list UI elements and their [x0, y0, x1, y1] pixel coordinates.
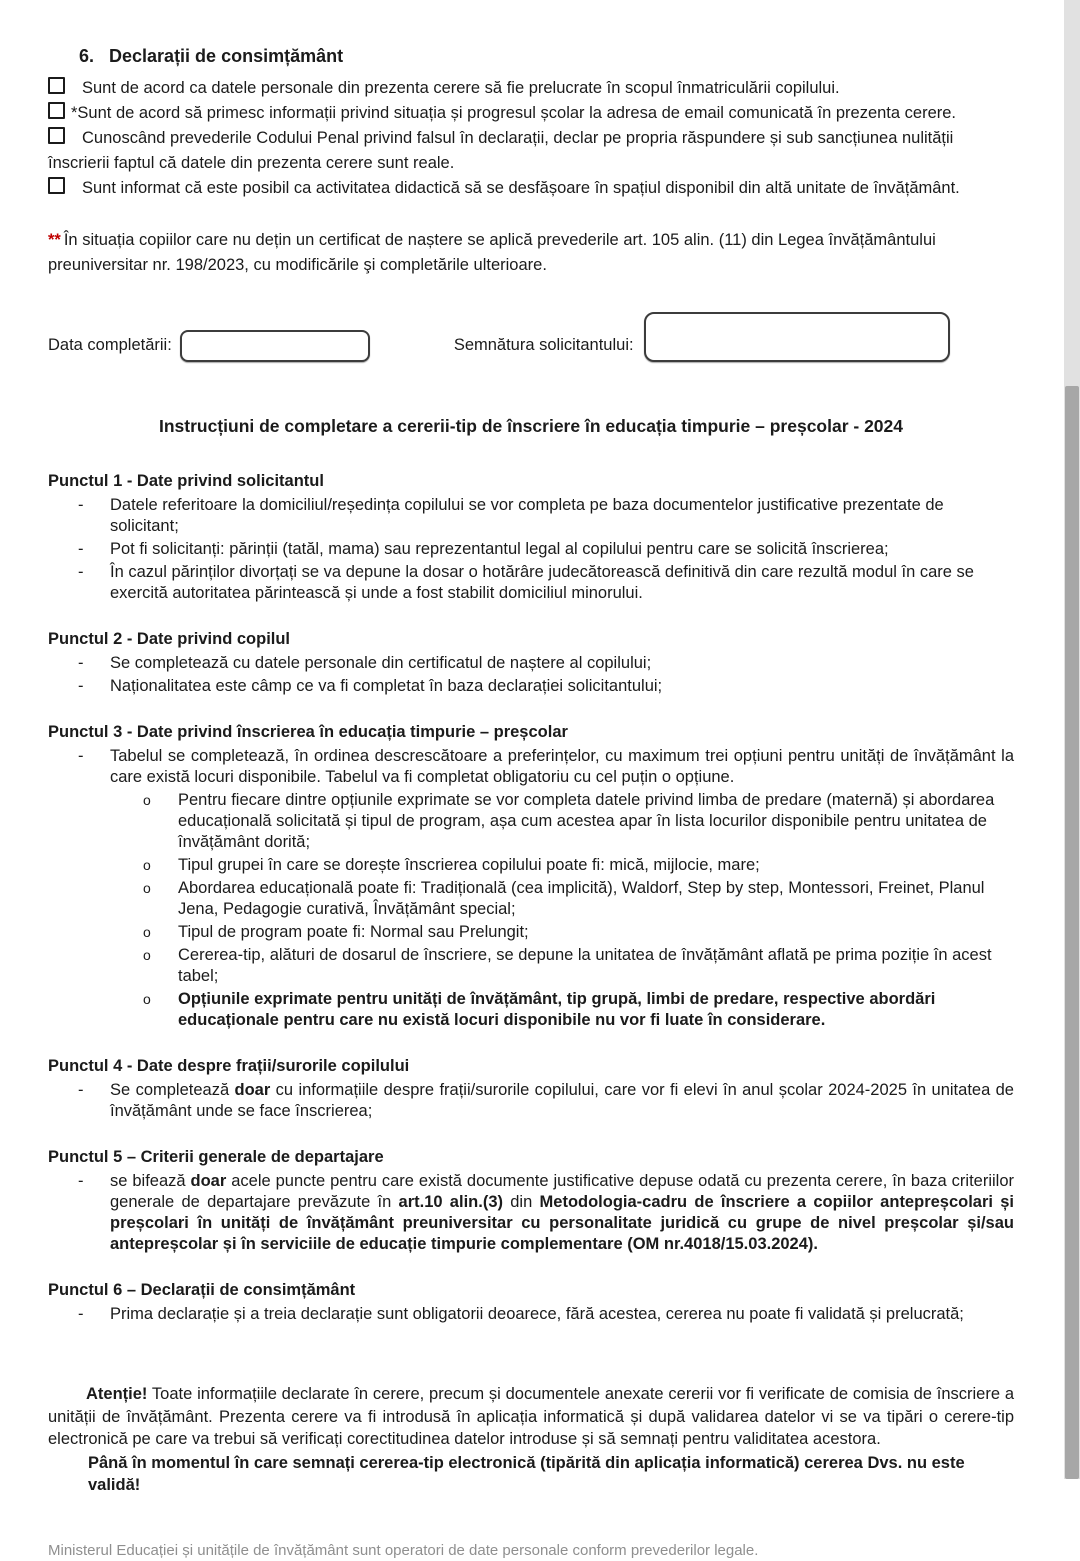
text-segment: acele puncte pentru care există documente justificative depuse odată cu prezenta cerere, în baza criteriilor generale de departajare prevăzute în: [110, 1172, 1014, 1211]
dash-bullet: -: [78, 1305, 84, 1323]
consent-declaration-1-text: Sunt de acord ca datele personale din prezenta cerere să fie prelucrate în scopul înmatriculării copilului.: [82, 79, 840, 97]
text-segment: din: [503, 1193, 540, 1211]
list-item: [48, 746, 1014, 788]
list-item-text: Naționalitatea este câmp ce va fi completat în baza declarației solicitantului;: [110, 677, 663, 695]
consent-declaration-1: [48, 76, 1014, 101]
section-punct2: [48, 628, 1014, 697]
circle-bullet: o: [143, 792, 151, 808]
sub-list-item-text: Abordarea educațională poate fi: Tradițională (cea implicită), Waldorf, Step by step, Montessori, Freinet, Planul Jena, Pedagogie curativă, Învățământ special;: [178, 879, 985, 918]
dash-bullet: -: [78, 654, 84, 672]
sub-list-item-text: Tipul grupei în care se dorește înscrierea copilului poate fi: mică, mijlocie, mare;: [178, 856, 760, 874]
footer-note: Ministerul Educației și unitățile de învățământ sunt operatori de date personale conform prevederilor legale.: [48, 1541, 759, 1559]
text-segment: Se completează: [110, 1081, 235, 1099]
sub-list-item: [48, 855, 1014, 876]
section-punct6: [48, 1279, 1014, 1325]
sub-list-item: [48, 989, 1014, 1031]
checkbox-icon[interactable]: [48, 102, 65, 119]
consent-declaration-2-text: *Sunt de acord să primesc informații privind situația și progresul școlar la adresa de email comunicată în prezenta cerere.: [71, 104, 957, 122]
dash-bullet: -: [78, 747, 84, 765]
circle-bullet: o: [143, 991, 151, 1007]
section-punct5: [48, 1146, 1014, 1255]
sub-list-item: [48, 945, 1014, 987]
sub-list-item-text: Cererea-tip, alături de dosarul de înscriere, se depune la unitatea de învățământ aflată pe prima poziție în acest tabel;: [178, 946, 992, 985]
list-item: [48, 1080, 1014, 1122]
sub-list-item: [48, 922, 1014, 943]
scrollbar[interactable]: [1064, 0, 1080, 1479]
attention-warning: Până în momentul în care semnați cererea-tip electronică (tipărită din aplicația informatică) cererea Dvs. nu este validă!: [88, 1453, 965, 1494]
list-item-text: Se completează cu datele personale din certificatul de naștere al copilului;: [110, 654, 652, 672]
sub-list-item-text: Opțiunile exprimate pentru unități de învățământ, tip grupă, limbi de predare, respective abordări educaționale pentru care nu există locuri disponibile nu vor fi luate în considerare.: [178, 990, 936, 1029]
section6-heading: [48, 44, 1014, 68]
list-item: [48, 653, 1014, 674]
signature-input[interactable]: [644, 312, 950, 362]
list-item: [48, 676, 1014, 697]
attention-lead: Atenție!: [86, 1385, 148, 1403]
punct5-title: Punctul 5 – Criterii generale de departajare: [48, 1148, 384, 1166]
consent-declaration-4: [48, 176, 1014, 201]
attention-body: Toate informațiile declarate în cerere, precum și documentele anexate cererii vor fi verificate de comisia de înscriere a unității de învățământ. Prezenta cerere va fi introdusă în aplicația informatică și după validarea datelor vi se va tipări o cerere-tip electronică pe care va trebui să verificați corectitudinea datelor introduse și să semnați pentru validitatea acestora.: [48, 1385, 1014, 1448]
section6-title: Declarații de consimțământ: [109, 46, 344, 66]
punct6-title: Punctul 6 – Declarații de consimțământ: [48, 1281, 356, 1299]
date-label: Data completării:: [48, 336, 172, 354]
text-segment-bold: doar: [190, 1172, 227, 1190]
circle-bullet: o: [143, 947, 151, 963]
punct4-title: Punctul 4 - Date despre frații/surorile copilului: [48, 1057, 410, 1075]
sub-list-item-text: Pentru fiecare dintre opțiunile exprimate se vor completa datele privind limba de predare (maternă) și abordarea educațională solicitată și tipul de program, așa cum acestea apar în lista locurilor disponibile pentru unitatea de învățământ dorită;: [178, 791, 995, 851]
section-punct1: [48, 470, 1014, 604]
scrollbar-thumb[interactable]: [1065, 386, 1079, 1479]
list-item-text: Datele referitoare la domiciliul/reședința copilului se vor completa pe baza documentelor justificative prezentate de solicitant;: [110, 496, 944, 535]
date-input[interactable]: [180, 330, 370, 362]
dash-bullet: -: [78, 677, 84, 695]
consent-declaration-3-text: Cunoscând prevederile Codului Penal privind falsul în declarații, declar pe propria răspundere și sub sancțiunea nulității înscrierii faptul că datele din prezenta cerere sunt reale.: [48, 129, 954, 172]
checkbox-icon[interactable]: [48, 177, 65, 194]
text-segment: cu informațiile despre frații/surorile copilului, care vor fi elevi în anul școlar 2024-2025 în unitatea de învățământ unde se face înscrierea;: [110, 1081, 1014, 1120]
signature-label: Semnătura solicitantului:: [453, 336, 634, 354]
sub-list-item-text: Tipul de program poate fi: Normal sau Prelungit;: [178, 923, 529, 941]
sub-list-item: [48, 878, 1014, 920]
list-item-text: Prima declarație și a treia declarație sunt obligatorii deoarece, fără acestea, cererea nu poate fi validată și prelucrată;: [110, 1305, 964, 1323]
circle-bullet: o: [143, 924, 151, 940]
legal-note: [48, 228, 1014, 278]
section-punct3: [48, 721, 1014, 1031]
dash-bullet: -: [78, 496, 84, 514]
list-item: [48, 539, 1014, 560]
consent-declaration-3: [48, 126, 1014, 176]
dash-bullet: -: [78, 563, 84, 581]
note-text: În situația copiilor care nu dețin un certificat de naștere se aplică prevederile art. 105 alin. (11) din Legea învățământului preuniversitar nr. 198/2023, cu modificările şi completările ulterioare.: [48, 231, 936, 274]
checkbox-icon[interactable]: [48, 127, 65, 144]
list-item: [48, 495, 1014, 537]
section6-number: 6.: [79, 46, 95, 66]
dash-bullet: -: [78, 540, 84, 558]
list-item-text: În cazul părinților divorțați se va depune la dosar o hotărâre judecătorească definitivă din care rezultă modul în care se exercită autoritatea părintească și unde a fost stabilit domiciliul minorului.: [110, 563, 974, 602]
note-asterisks: **: [48, 231, 61, 249]
list-item-text: Tabelul se completează, în ordinea descrescătoare a preferințelor, cu maximum trei opțiuni pentru unități de învățământ la care există locuri disponibile. Tabelul va fi completat obligatoriu cu cel puțin o opțiune.: [110, 747, 1014, 786]
dash-bullet: -: [78, 1172, 84, 1190]
checkbox-icon[interactable]: [48, 77, 65, 94]
list-item: [48, 562, 1014, 604]
text-segment-bold: art.10 alin.(3): [398, 1193, 503, 1211]
form-fields-row: [48, 308, 1014, 362]
list-item: [48, 1171, 1014, 1255]
list-item-text: [110, 1171, 1014, 1255]
list-item: [48, 1304, 1014, 1325]
sub-list-item: [48, 790, 1014, 853]
list-item-text: Pot fi solicitanți: părinții (tatăl, mama) sau reprezentantul legal al copilului pentru care se solicită înscrierea;: [110, 540, 889, 558]
attention-paragraph: [48, 1383, 1014, 1451]
punct1-title: Punctul 1 - Date privind solicitantul: [48, 472, 324, 490]
consent-declaration-2: [48, 101, 1014, 126]
text-segment: se bifează: [110, 1172, 191, 1190]
list-item-text: [110, 1080, 1014, 1122]
circle-bullet: o: [143, 857, 151, 873]
section-punct4: [48, 1055, 1014, 1122]
consent-declaration-4-text: Sunt informat că este posibil ca activitatea didactică să se desfășoare în spațiul disponibil din altă unitate de învățământ.: [82, 179, 960, 197]
dash-bullet: -: [78, 1081, 84, 1099]
punct2-title: Punctul 2 - Date privind copilul: [48, 630, 291, 648]
punct3-title: Punctul 3 - Date privind înscrierea în educația timpurie – preșcolar: [48, 723, 568, 741]
text-segment-bold: doar: [234, 1081, 271, 1099]
instructions-title: Instrucțiuni de completare a cererii-tip de înscriere în educația timpurie – preșcolar - 2024: [158, 416, 903, 436]
text-segment-bold: Metodologia-cadru de înscriere a copiilor antepreșcolari și preșcolari în unități de învățământ preuniversitar cu personalitate juridică cu grupe de nivel preșcolar și/sau antepreșcolar și în serviciile de educație timpurie complementare (OM nr.4018/15.03.2024).: [110, 1193, 1014, 1253]
circle-bullet: o: [143, 880, 151, 896]
